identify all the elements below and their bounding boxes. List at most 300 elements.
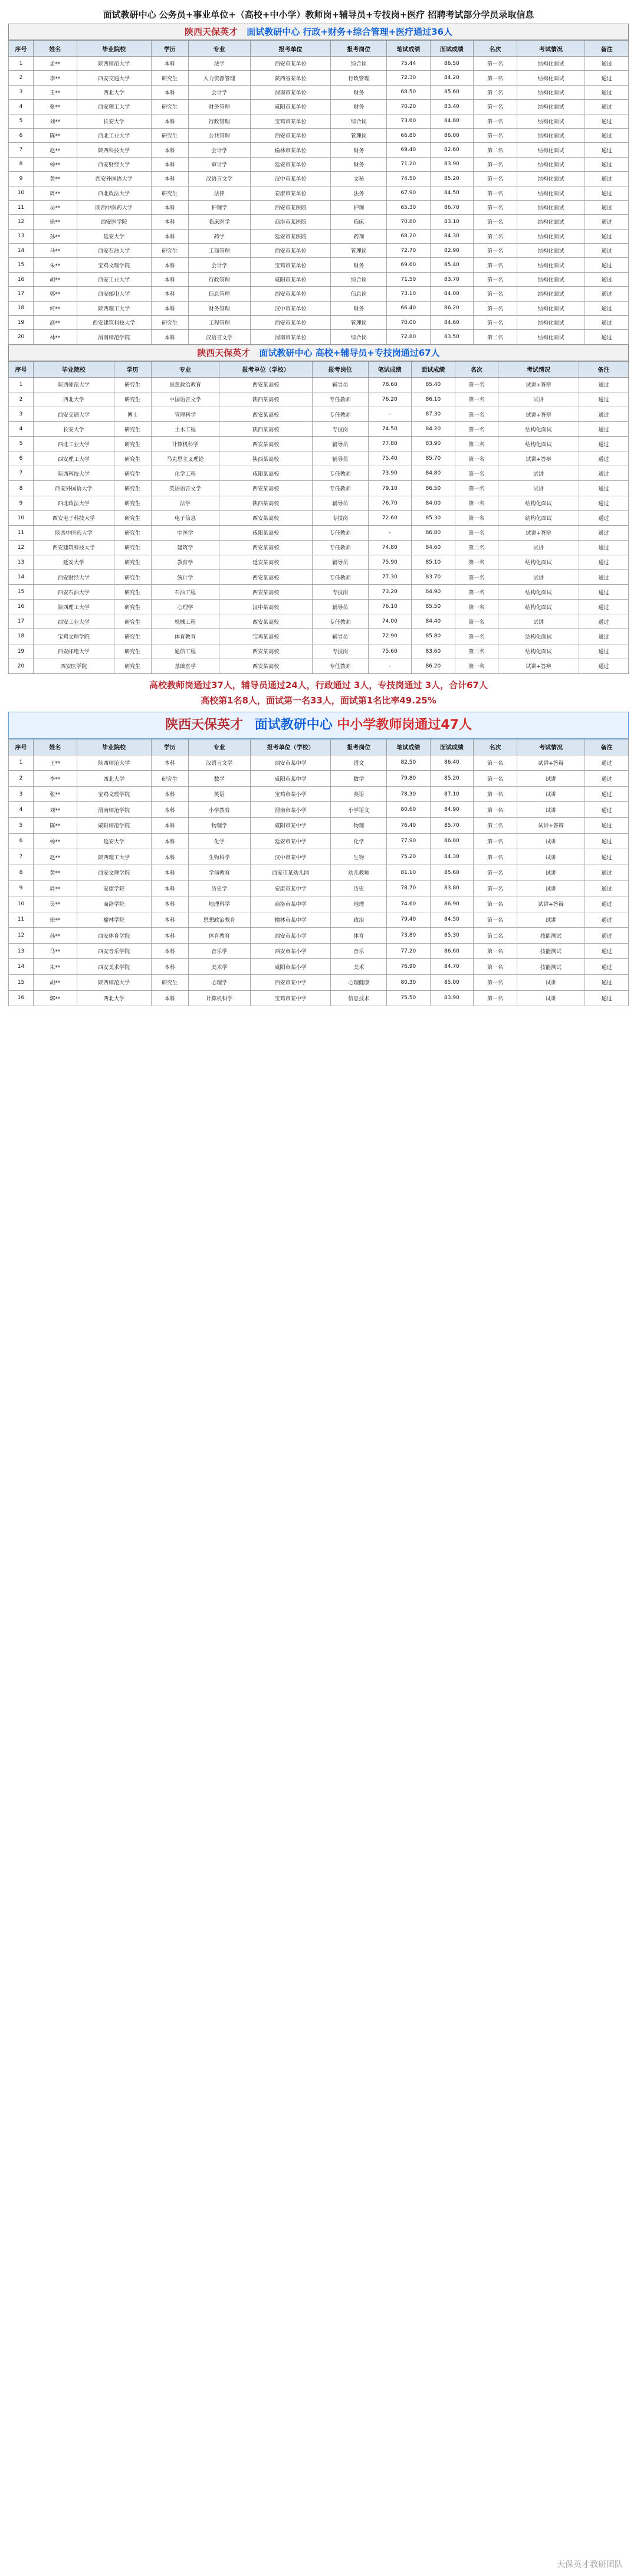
column-header: 面试成绩	[430, 41, 474, 57]
table-cell: 试讲	[517, 912, 585, 928]
table-cell: 西安音乐学院	[77, 943, 151, 959]
table-cell: 试讲+答辩	[498, 451, 579, 466]
table-cell: 75.50	[387, 990, 431, 1006]
table-cell: 本科	[151, 896, 188, 912]
table-cell: 72.70	[387, 244, 431, 258]
section3-band	[8, 712, 629, 739]
table-cell: 物理	[331, 818, 387, 834]
table-cell: 专技岗	[312, 644, 368, 659]
table-cell: 陈**	[34, 128, 77, 142]
table-cell: 第二名	[455, 644, 498, 659]
table-cell: 法学	[188, 57, 250, 71]
table-cell: 结构化面试	[517, 100, 585, 114]
table-cell: -	[368, 407, 412, 422]
table-cell: 第一名	[474, 316, 517, 330]
table-cell: 渭南市某小学	[250, 802, 331, 818]
table-cell: 10	[9, 510, 34, 525]
table-cell: 通过	[585, 928, 629, 944]
table-cell: 通过	[585, 912, 629, 928]
table-cell: 陕西中医药大学	[77, 200, 151, 214]
table-row	[9, 943, 629, 959]
table-cell: 82.50	[387, 755, 431, 771]
table-cell: 试讲+答辩	[517, 896, 585, 912]
table-cell: 第一名	[455, 614, 498, 629]
table-cell: 4	[9, 100, 34, 114]
table-cell: 通过	[585, 186, 629, 200]
table-cell: 87.30	[412, 407, 455, 422]
table-cell: 6	[9, 451, 34, 466]
table-cell: 通过	[579, 392, 628, 407]
table-cell: 6	[9, 128, 34, 142]
table-cell: 结构化面试	[517, 186, 585, 200]
table-cell: 延安大学	[77, 833, 151, 849]
table-cell: 心理健康	[331, 975, 387, 991]
table-cell: 西安某高校	[219, 481, 313, 496]
table-cell: 音乐学	[188, 943, 250, 959]
table-cell: 5	[9, 114, 34, 128]
table-cell: 通过	[585, 215, 629, 229]
column-header: 序号	[9, 361, 34, 377]
table-cell: 宝鸡市某单位	[250, 114, 331, 128]
table-header-row	[9, 41, 629, 57]
table-cell: 第一名	[474, 272, 517, 286]
table-cell: 第一名	[474, 755, 517, 771]
table-cell: 71.50	[387, 272, 431, 286]
table-cell: 化学	[188, 833, 250, 849]
section3-table	[8, 739, 629, 1007]
table-cell: 通过	[585, 943, 629, 959]
table-cell: 通过	[585, 114, 629, 128]
table-cell: 通过	[579, 466, 628, 481]
table-cell: 西安某高校	[219, 644, 313, 659]
table-cell: 13	[9, 229, 34, 243]
table-cell: 徐**	[34, 215, 77, 229]
table-cell: 87.10	[430, 786, 474, 802]
table-cell: 本科	[151, 85, 188, 99]
table-row	[9, 928, 629, 944]
table-cell: 通过	[585, 975, 629, 991]
section3-title-highlight: 中小学教师岗通过47人	[337, 717, 472, 732]
table-cell: 77.30	[368, 570, 412, 585]
table-header-row	[9, 739, 629, 755]
table-cell: 渭南师范学院	[77, 330, 151, 344]
table-cell: 榆林市某中学	[250, 912, 331, 928]
table-cell: 宝鸡文理学院	[77, 258, 151, 272]
table-cell: 结构化面试	[517, 215, 585, 229]
table-cell: 语文	[331, 755, 387, 771]
table-cell: 综合岗	[331, 114, 387, 128]
table-row	[9, 481, 629, 496]
table-cell: 专任教师	[312, 481, 368, 496]
table-cell: 延安市某单位	[250, 157, 331, 171]
table-cell: 86.50	[430, 57, 474, 71]
table-cell: 83.90	[430, 990, 474, 1006]
table-cell: 第一名	[474, 157, 517, 171]
table-cell: 专任教师	[312, 659, 368, 673]
table-row	[9, 510, 629, 525]
table-cell: 辅导员	[312, 451, 368, 466]
table-cell: 试讲+答辩	[498, 407, 579, 422]
table-cell: 马**	[34, 244, 77, 258]
column-header: 名次	[455, 361, 498, 377]
table-cell: 孟**	[34, 57, 77, 71]
table-cell: 第一名	[455, 451, 498, 466]
table-cell: 3	[9, 407, 34, 422]
table-cell: 英语语言文学	[151, 481, 219, 496]
table-cell: 研究生	[151, 975, 188, 991]
table-cell: 西北大学	[77, 990, 151, 1006]
table-cell: 84.20	[430, 71, 474, 85]
table-cell: 第一名	[474, 975, 517, 991]
table-cell: 研究生	[114, 600, 151, 614]
table-row	[9, 407, 629, 422]
table-cell: 结构化面试	[498, 555, 579, 569]
section2-band	[8, 345, 629, 361]
table-cell: 75.40	[368, 451, 412, 466]
table-cell: 85.00	[430, 975, 474, 991]
table-cell: 第一名	[455, 496, 498, 510]
table-cell: 信息技术	[331, 990, 387, 1006]
table-cell: 通过	[579, 585, 628, 600]
table-cell: 郭**	[34, 990, 77, 1006]
column-header: 备注	[579, 361, 628, 377]
table-cell: 本科	[151, 258, 188, 272]
table-cell: 数学	[331, 771, 387, 787]
table-cell: 榆林市某单位	[250, 143, 331, 157]
table-cell: 试讲	[517, 833, 585, 849]
table-cell: 综合岗	[331, 57, 387, 71]
table-cell: 第一名	[474, 200, 517, 214]
table-cell: 西安某高校	[219, 437, 313, 451]
table-cell: 通过	[579, 540, 628, 555]
table-cell: 83.90	[430, 157, 474, 171]
table-cell: 英语	[188, 786, 250, 802]
table-cell: 14	[9, 959, 34, 975]
table-cell: 结构化面试	[517, 85, 585, 99]
table-cell: 宝鸡市某中学	[250, 990, 331, 1006]
table-cell: 77.20	[387, 943, 431, 959]
table-cell: 82.90	[430, 244, 474, 258]
table-cell: 通过	[585, 258, 629, 272]
table-cell: 专任教师	[312, 392, 368, 407]
table-cell: 85.60	[430, 85, 474, 99]
column-header: 报考岗位	[331, 739, 387, 755]
column-header: 报考单位（学校）	[250, 739, 331, 755]
table-cell: 法学	[151, 496, 219, 510]
table-cell: 渭南市某单位	[250, 330, 331, 344]
table-cell: 试讲	[517, 990, 585, 1006]
table-cell: 73.20	[368, 585, 412, 600]
table-cell: 郭**	[34, 287, 77, 301]
column-header: 考试情况	[517, 41, 585, 57]
table-cell: 86.80	[412, 525, 455, 540]
table-cell: 黄**	[34, 172, 77, 186]
table-cell: 通过	[585, 316, 629, 330]
table-cell: 结构化面试	[517, 272, 585, 286]
table-cell: 结构化面试	[517, 229, 585, 243]
table-cell: 西安邮电大学	[34, 644, 114, 659]
table-cell: 第一名	[474, 849, 517, 865]
column-header: 报考岗位	[312, 361, 368, 377]
table-cell: 研究生	[114, 659, 151, 673]
table-cell: 汉中市某单位	[250, 301, 331, 315]
table-cell: -	[368, 659, 412, 673]
table-cell: 通过	[585, 818, 629, 834]
table-cell: 第二名	[474, 143, 517, 157]
table-cell: 65.30	[387, 200, 431, 214]
table-cell: 83.70	[412, 570, 455, 585]
table-cell: 通过	[579, 659, 628, 673]
table-cell: 财务	[331, 157, 387, 171]
column-header: 笔试成绩	[368, 361, 412, 377]
table-cell: 76.20	[368, 392, 412, 407]
table-cell: 马克思主义理论	[151, 451, 219, 466]
table-cell: 西安交通大学	[77, 71, 151, 85]
table-cell: 统计学	[151, 570, 219, 585]
table-cell: 本科	[151, 143, 188, 157]
table-cell: 75.44	[387, 57, 431, 71]
table-cell: 安康学院	[77, 881, 151, 896]
table-cell: 辅导员	[312, 629, 368, 644]
table-cell: 69.60	[387, 258, 431, 272]
table-cell: 通过	[579, 481, 628, 496]
table-cell: 第二名	[474, 229, 517, 243]
column-header: 毕业院校	[77, 41, 151, 57]
table-cell: 13	[9, 943, 34, 959]
table-cell: 82.60	[430, 143, 474, 157]
table-cell: 会计学	[188, 258, 250, 272]
table-cell: 西安美术学院	[77, 959, 151, 975]
table-cell: 通过	[585, 200, 629, 214]
table-cell: 咸阳市某单位	[250, 100, 331, 114]
table-cell: 结构化面试	[517, 244, 585, 258]
table-cell: 技能测试	[517, 928, 585, 944]
table-cell: 15	[9, 585, 34, 600]
table-cell: 结构化面试	[517, 172, 585, 186]
table-cell: 专任教师	[312, 466, 368, 481]
table-cell: 博士	[114, 407, 151, 422]
table-cell: 85.30	[430, 928, 474, 944]
table-cell: 西安某高校	[219, 570, 313, 585]
table-cell: 7	[9, 849, 34, 865]
column-header: 考试情况	[517, 739, 585, 755]
table-cell: 通过	[585, 272, 629, 286]
table-cell: 79.40	[387, 912, 431, 928]
table-cell: 教育学	[151, 555, 219, 569]
table-cell: 第一名	[474, 943, 517, 959]
table-cell: 84.60	[412, 540, 455, 555]
table-cell: 西安市某医院	[250, 200, 331, 214]
table-cell: 试讲	[517, 975, 585, 991]
table-cell: 77.80	[368, 437, 412, 451]
column-header: 专业	[151, 361, 219, 377]
section1-table	[8, 40, 629, 345]
table-cell: 西安某高校	[219, 659, 313, 673]
table-cell: 研究生	[114, 585, 151, 600]
table-cell: 9	[9, 881, 34, 896]
table-cell: 安康市某单位	[250, 186, 331, 200]
table-cell: 6	[9, 833, 34, 849]
table-cell: 结构化面试	[517, 143, 585, 157]
table-cell: 陕西师范大学	[77, 755, 151, 771]
table-cell: 物理学	[188, 818, 250, 834]
table-cell: 音乐	[331, 943, 387, 959]
table-cell: 第一名	[474, 186, 517, 200]
table-cell: 延安某高校	[219, 555, 313, 569]
table-cell: 本科	[151, 818, 188, 834]
table-cell: 试讲	[498, 614, 579, 629]
table-cell: 陕西某高校	[219, 451, 313, 466]
table-cell: 汉中市某单位	[250, 172, 331, 186]
table-cell: 吴**	[34, 896, 77, 912]
column-header: 学历	[151, 739, 188, 755]
table-cell: 政治	[331, 912, 387, 928]
table-cell: 审计学	[188, 157, 250, 171]
table-cell: 宝鸡文理学院	[77, 786, 151, 802]
table-cell: 咸阳市某中学	[250, 818, 331, 834]
table-row	[9, 570, 629, 585]
table-cell: 通过	[585, 71, 629, 85]
table-cell: 试讲	[498, 481, 579, 496]
table-cell: 专技岗	[312, 422, 368, 437]
table-cell: 西安电子科技大学	[34, 510, 114, 525]
table-cell: 本科	[151, 57, 188, 71]
table-cell: 86.00	[430, 833, 474, 849]
table-cell: 吴**	[34, 200, 77, 214]
table-cell: 73.10	[387, 287, 431, 301]
table-cell: 76.70	[368, 496, 412, 510]
table-cell: 通过	[579, 510, 628, 525]
table-cell: 第一名	[455, 555, 498, 569]
table-cell: 药剂	[331, 229, 387, 243]
table-cell: 研究生	[114, 496, 151, 510]
table-cell: 生物	[331, 849, 387, 865]
table-cell: 本科	[151, 912, 188, 928]
table-cell: 西安医学院	[77, 215, 151, 229]
table-cell: 辅导员	[312, 496, 368, 510]
table-cell: 84.20	[412, 422, 455, 437]
table-cell: 通过	[585, 833, 629, 849]
table-cell: 第一名	[474, 100, 517, 114]
table-cell: 85.60	[430, 865, 474, 881]
table-cell: 本科	[151, 928, 188, 944]
table-cell: 76.10	[368, 600, 412, 614]
table-row	[9, 896, 629, 912]
table-cell: 85.50	[412, 600, 455, 614]
table-cell: 通过	[585, 865, 629, 881]
table-cell: 长安大学	[77, 114, 151, 128]
table-cell: 第一名	[474, 771, 517, 787]
table-cell: 本科	[151, 215, 188, 229]
table-cell: 机械工程	[151, 614, 219, 629]
table-cell: 小学语文	[331, 802, 387, 818]
table-cell: 84.50	[430, 186, 474, 200]
table-row	[9, 215, 629, 229]
table-cell: 通过	[585, 786, 629, 802]
table-cell: 通过	[585, 771, 629, 787]
table-cell: 陕西科技大学	[34, 466, 114, 481]
table-cell: 会计学	[188, 85, 250, 99]
table-cell: 1	[9, 755, 34, 771]
table-cell: 陕西理工大学	[34, 600, 114, 614]
table-row	[9, 786, 629, 802]
table-cell: 试讲+答辩	[517, 818, 585, 834]
table-row	[9, 802, 629, 818]
column-header: 序号	[9, 41, 34, 57]
table-cell: 74.80	[368, 540, 412, 555]
table-cell: 咸阳某高校	[219, 466, 313, 481]
table-cell: 通过	[585, 128, 629, 142]
table-cell: 西北大学	[77, 85, 151, 99]
table-cell: 通过	[579, 422, 628, 437]
table-cell: 历史	[331, 881, 387, 896]
table-cell: 通过	[585, 990, 629, 1006]
table-cell: 西安某高校	[219, 510, 313, 525]
table-row	[9, 330, 629, 344]
table-cell: 第一名	[455, 392, 498, 407]
table-cell: 通过	[585, 244, 629, 258]
table-cell: 11	[9, 912, 34, 928]
table-cell: 赵**	[34, 849, 77, 865]
table-cell: 西安市某小学	[250, 928, 331, 944]
table-row	[9, 57, 629, 71]
table-cell: 咸阳市某单位	[250, 272, 331, 286]
table-cell: 研究生	[114, 481, 151, 496]
table-cell: 辅导员	[312, 377, 368, 392]
table-cell: 第一名	[474, 833, 517, 849]
table-cell: 72.30	[387, 71, 431, 85]
table-cell: 通过	[579, 629, 628, 644]
table-cell: 西安某高校	[219, 407, 313, 422]
table-cell: 咸阳市某小学	[250, 959, 331, 975]
table-cell: 胡**	[34, 272, 77, 286]
table-cell: 辅导员	[312, 555, 368, 569]
table-row	[9, 200, 629, 214]
table-cell: 7	[9, 466, 34, 481]
table-cell: 74.50	[368, 422, 412, 437]
table-cell: 结构化面试	[517, 157, 585, 171]
table-cell: 79.80	[387, 771, 431, 787]
table-cell: 心理学	[188, 975, 250, 991]
table-cell: 西安理工大学	[34, 451, 114, 466]
table-cell: 研究生	[114, 437, 151, 451]
section1-brand: 陕西天保英才	[184, 27, 238, 37]
table-cell: 86.10	[412, 392, 455, 407]
table-cell: 83.50	[430, 330, 474, 344]
table-cell: 结构化面试	[517, 57, 585, 71]
table-cell: 本科	[151, 287, 188, 301]
table-cell: 西北工业大学	[77, 128, 151, 142]
table-cell: 第一名	[474, 865, 517, 881]
table-cell: 86.60	[430, 943, 474, 959]
table-cell: 第二名	[455, 437, 498, 451]
table-cell: 西安石油大学	[34, 585, 114, 600]
table-cell: 第一名	[474, 896, 517, 912]
table-cell: 专技岗	[312, 585, 368, 600]
table-cell: 结构化面试	[498, 496, 579, 510]
table-row	[9, 496, 629, 510]
table-row	[9, 466, 629, 481]
table-cell: 66.40	[387, 301, 431, 315]
table-cell: 试讲	[517, 802, 585, 818]
table-cell: 11	[9, 525, 34, 540]
header-title: 面试教研中心 公务员+事业单位+（高校+中小学）教师岗+辅导员+专技岗+医疗 招聘考试部分学员录取信息	[103, 9, 534, 20]
table-cell: 李**	[34, 71, 77, 85]
table-cell: 研究生	[114, 540, 151, 555]
column-header: 毕业院校	[34, 361, 114, 377]
table-cell: 通过	[585, 755, 629, 771]
table-cell: 研究生	[114, 422, 151, 437]
